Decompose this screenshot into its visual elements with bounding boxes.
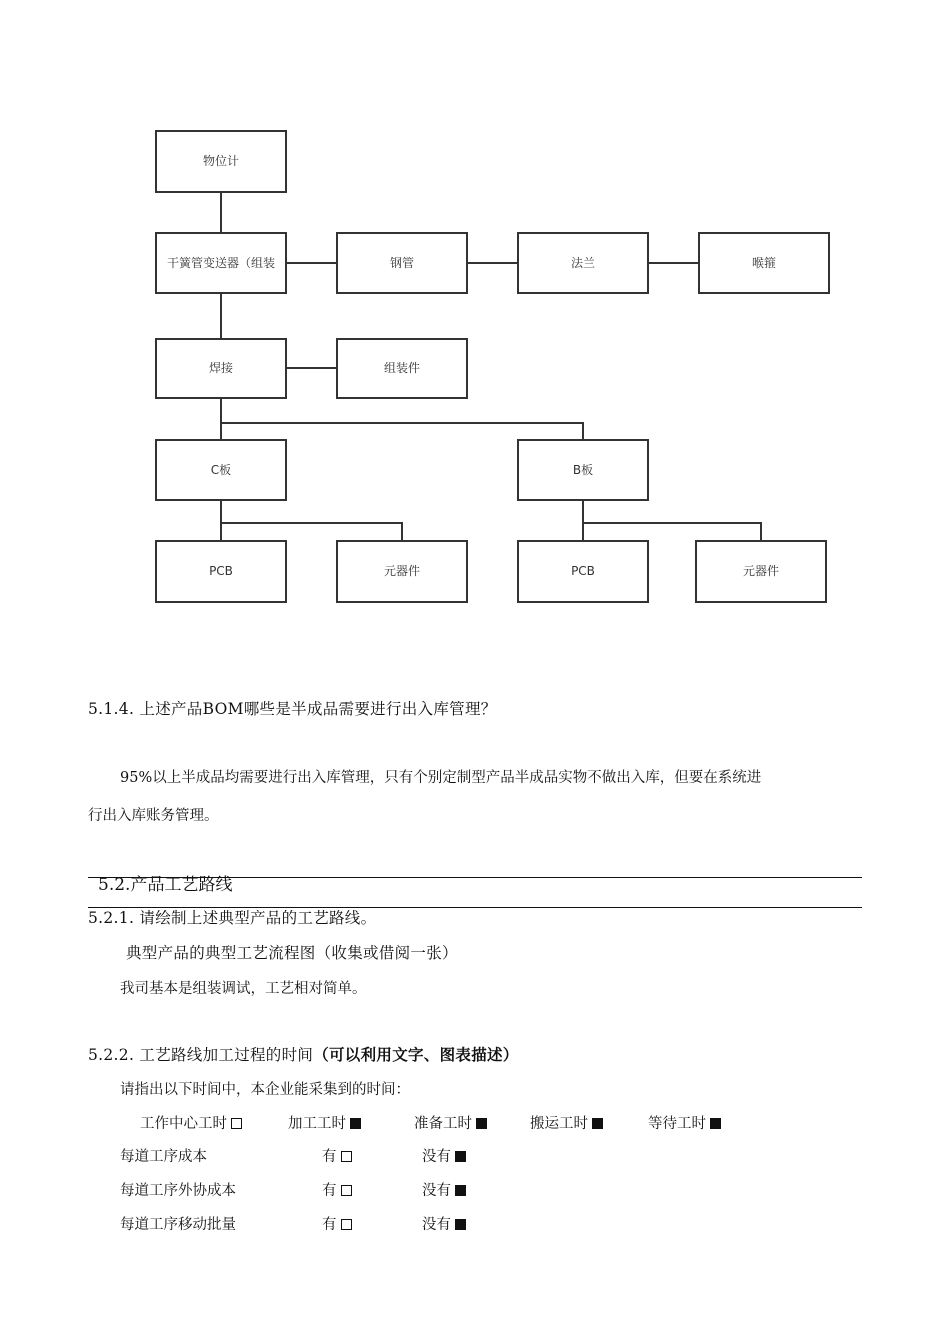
row-move-batch-no (422, 1213, 466, 1234)
section-514-answer-line1: 95%以上半成品均需要进行出入库管理，只有个别定制型产品半成品实物不做出入库，但要在系统进 (120, 770, 762, 786)
node-pcb-c: PCB (155, 540, 287, 603)
node-hoop: 喉箍 (698, 232, 830, 294)
checkbox-checked-icon[interactable] (476, 1118, 487, 1129)
row-outsourcing-cost-label: 每道工序外协成本 (120, 1183, 236, 1199)
section-514-answer-line2: 行出入库账务管理。 (88, 808, 219, 824)
row-outsourcing-cost-no (422, 1179, 466, 1200)
row-move-batch-label: 每道工序移动批量 (120, 1217, 236, 1233)
node-steel-pipe: 钢管 (336, 232, 468, 294)
bom-diagram (0, 0, 950, 640)
yes-label: 有 (322, 1217, 337, 1233)
checkbox-unchecked-icon[interactable] (341, 1151, 352, 1162)
yes-label: 有 (322, 1183, 337, 1199)
section-522-heading-bold: （可以利用文字、图表描述） (313, 1046, 519, 1064)
node-root: 物位计 (155, 130, 287, 193)
checkbox-checked-icon[interactable] (592, 1118, 603, 1129)
node-flange: 法兰 (517, 232, 649, 294)
time-option-label: 工作中心工时 (140, 1116, 227, 1132)
section-52-title: 5.2.产品工艺路线 (98, 875, 233, 895)
row-move-batch-yes (322, 1213, 352, 1234)
time-option-label: 准备工时 (414, 1116, 472, 1132)
node-pcb-b: PCB (517, 540, 649, 603)
row-process-cost-no (422, 1145, 466, 1166)
node-board-c: C板 (155, 439, 287, 501)
time-option-waiting (648, 1112, 721, 1133)
section-522-heading-text: 5.2.2. 工艺路线加工过程的时间 (88, 1046, 314, 1064)
time-option-transport (530, 1112, 603, 1133)
time-option-label: 搬运工时 (530, 1116, 588, 1132)
checkbox-unchecked-icon[interactable] (231, 1118, 242, 1129)
no-label: 没有 (422, 1217, 451, 1233)
checkbox-checked-icon[interactable] (710, 1118, 721, 1129)
node-welding: 焊接 (155, 338, 287, 399)
yes-label: 有 (322, 1149, 337, 1165)
time-option-setup (414, 1112, 487, 1133)
time-option-label: 等待工时 (648, 1116, 706, 1132)
time-option-work-center (140, 1112, 242, 1133)
section-522-prompt: 请指出以下时间中，本企业能采集到的时间： (120, 1082, 410, 1098)
connector-welding-boardb (221, 423, 583, 439)
row-process-cost-yes (322, 1145, 352, 1166)
checkbox-checked-icon[interactable] (455, 1219, 466, 1230)
section-521-heading: 5.2.1. 请绘制上述典型产品的工艺路线。 (88, 909, 377, 927)
node-components-c: 元器件 (336, 540, 468, 603)
no-label: 没有 (422, 1183, 451, 1199)
no-label: 没有 (422, 1149, 451, 1165)
checkbox-checked-icon[interactable] (455, 1151, 466, 1162)
row-process-cost-label: 每道工序成本 (120, 1149, 207, 1165)
checkbox-unchecked-icon[interactable] (341, 1185, 352, 1196)
section-522-heading (88, 1043, 519, 1065)
row-outsourcing-cost-yes (322, 1179, 352, 1200)
section-521-subheading: 典型产品的典型工艺流程图（收集或借阅一张） (126, 944, 458, 962)
connector-boardc-components (221, 523, 402, 540)
node-components-b: 元器件 (695, 540, 827, 603)
time-option-label: 加工工时 (288, 1116, 346, 1132)
checkbox-checked-icon[interactable] (350, 1118, 361, 1129)
section-514-heading: 5.1.4. 上述产品BOM哪些是半成品需要进行出入库管理？ (88, 700, 497, 718)
node-assembly-parts: 组装件 (336, 338, 468, 399)
checkbox-checked-icon[interactable] (455, 1185, 466, 1196)
node-board-b: B板 (517, 439, 649, 501)
checkbox-unchecked-icon[interactable] (341, 1219, 352, 1230)
section-521-answer: 我司基本是组装调试，工艺相对简单。 (120, 981, 367, 997)
time-option-processing (288, 1112, 361, 1133)
node-transmitter: 干簧管变送器（组装 (155, 232, 287, 294)
connector-boardb-components (583, 523, 761, 540)
